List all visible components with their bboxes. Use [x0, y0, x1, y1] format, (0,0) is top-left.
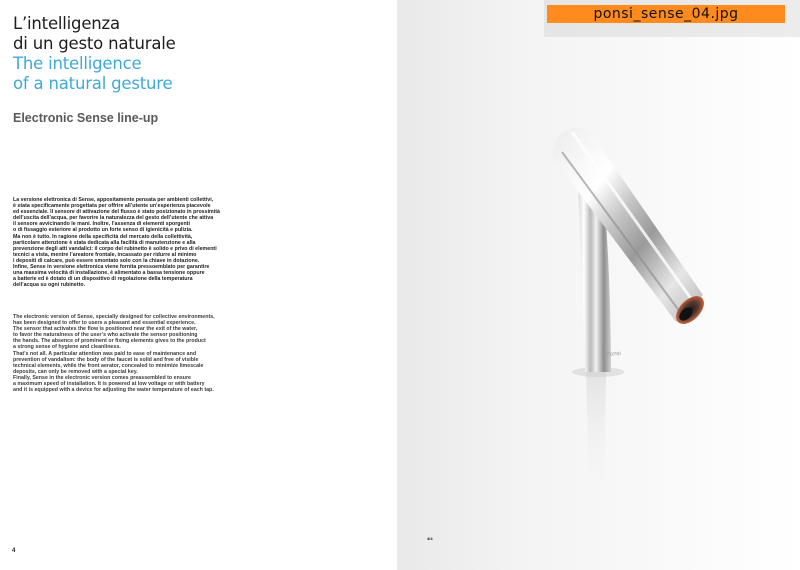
- filename-label: ponsi_sense_04.jpg: [547, 5, 785, 23]
- body-line: prevention of vandalism: the body of the faucet is solid and free of visible: [13, 356, 199, 363]
- body-line: has been designed to offer to users a pleasant and essential experience.: [13, 320, 196, 327]
- title-it-line-2: di un gesto naturale: [13, 34, 176, 53]
- body-line: Ma non è tutto. In ragione della specificità del mercato della collettività,: [13, 233, 193, 240]
- page-number-left: 4: [12, 548, 16, 554]
- body-line: and it is equipped with a device for adjusting the water temperature of each tap.: [13, 387, 214, 394]
- body-line: Infine, Sense in versione elettronica viene fornita pressoemblato per garantire: [13, 264, 210, 271]
- body-line: o di fissaggio esteriore al prodotto un forte senso di igienicità e pulizia.: [13, 227, 193, 234]
- body-line: The sensor that activates the flow is positioned near the exit of the water,: [13, 326, 198, 333]
- body-line: particolare attenzione è stata dedicata alla facilità di manutenzione e alla: [13, 239, 196, 246]
- body-line: That’s not all. A particular attention was paid to ease of maintenance and: [13, 350, 197, 357]
- section-subtitle: Electronic Sense line-up: [13, 111, 159, 125]
- body-line: è stata specificamente progettata per offrire all’utente un’esperienza piacevole: [13, 203, 211, 210]
- page-number-right: 4/4: [427, 536, 433, 541]
- body-line: tecnici a vista, mentre l’areatore frontale, incassato per ridurre al minimo: [13, 251, 197, 258]
- body-line: dell’uscita dell’acqua, per favorire la naturalezza del gesto dell’utente che attiva: [13, 215, 214, 222]
- title-en-line-2: of a natural gesture: [13, 74, 173, 93]
- body-line: The electronic version of Sense, specially designed for collective environments,: [13, 314, 215, 320]
- faucet-reflection: [586, 372, 606, 520]
- body-line: il sensore avvicinando le mani. Inoltre, l’assenza di elementi sporgenti: [13, 221, 190, 228]
- body-line: a batterie ed è dotato di un dispositivo di regolazione della temperatura: [13, 276, 193, 283]
- title-it-line-1: L’intelligenza: [13, 14, 120, 33]
- body-line: the hands. The absence of prominent or fixing elements gives to the product: [13, 338, 206, 345]
- faucet-brand-mark: Ponsi: [605, 350, 622, 358]
- body-line: to favor the naturalness of the user’s who activate the sensor positioning: [13, 332, 198, 339]
- body-line: dell’acqua su ogni rubinetto.: [13, 282, 86, 289]
- body-line: a maximum speed of installation. It is powered at low voltage or with battery: [13, 381, 205, 388]
- body-line: una massima velocità di installazione, è alimentato a bassa tensione oppure: [13, 270, 205, 277]
- body-line: a strong sense of hygiene and cleanliness.: [13, 344, 121, 351]
- body-line: technical elements, while the front aerator, concealed to minimize limescale: [13, 362, 204, 369]
- body-line: deposits, can only be removed with a special key.: [13, 368, 138, 375]
- body-line: i depositi di calcare, può essere smontato solo con la chiave in dotazione.: [13, 257, 200, 264]
- body-line: ed essenziale. Il sensore di attivazione del flusso è stato posizionato in prossimità: [13, 209, 220, 216]
- body-line: Finally, Sense in the electronic version comes preassembled to ensure: [13, 374, 192, 381]
- title-en-line-1: The intelligence: [13, 54, 142, 73]
- faucet-spout: [552, 128, 703, 322]
- body-line: prevenzione degli atti vandalici: il corpo del rubinetto è solido e privo di elementi: [13, 245, 217, 252]
- body-line: La versione elettronica di Sense, appositamente pensata per ambienti collettivi,: [13, 197, 214, 203]
